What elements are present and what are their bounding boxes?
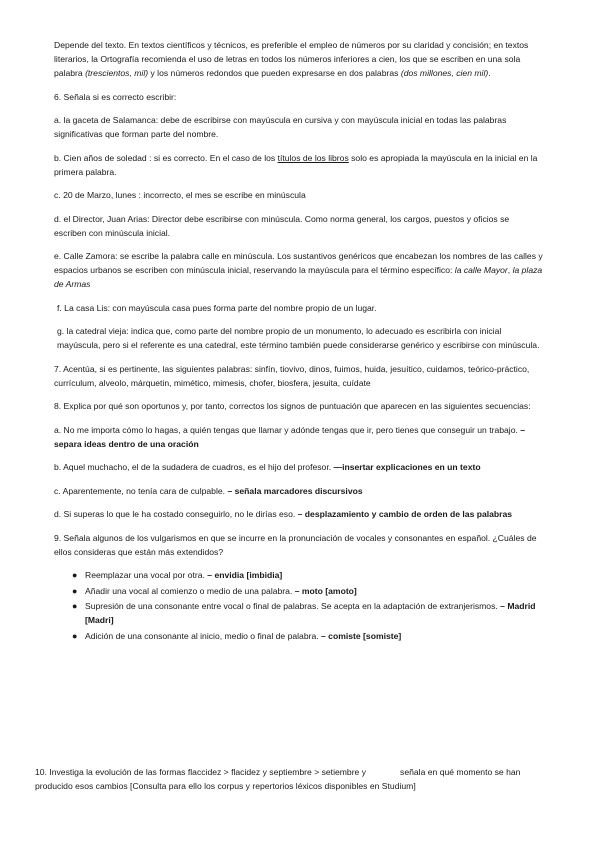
q9-item-text: Añadir una vocal al comienzo o medio de una palabra. bbox=[85, 585, 295, 596]
q9-bullet-list bbox=[54, 568, 544, 643]
question-10 bbox=[35, 765, 545, 793]
intro-italic-2: (dos millones, cien mil) bbox=[400, 68, 489, 78]
list-item bbox=[72, 599, 544, 627]
q8-a-text: a. No me importa cómo lo hagas, a quién tengas que llamar y adónde tengas que ir, pero tienes que conseguir un trabajo. bbox=[54, 424, 521, 435]
q6-answer-a: a. la gaceta de Salamanca: debe de escribirse con mayúscula en cursiva y con mayúscula inicial en todas las palabras significativas que forman parte del nombre. bbox=[54, 115, 507, 139]
q8-b-text: b. Aquel muchacho, el de la sudadera de cuadros, es el hijo del profesor. bbox=[54, 462, 334, 472]
q8-c-answer: – señala marcadores discursivos bbox=[227, 485, 363, 496]
question-6-title: 6. Señala si es correcto escribir: bbox=[54, 91, 177, 102]
q6-e-italic-1: la calle Mayor bbox=[454, 265, 508, 275]
list-item bbox=[72, 584, 544, 598]
intro-text-1: Depende del texto. En textos científicos y técnicos, es preferible el empleo de números por su claridad y concisión; en textos literarios, la Ortografía recomienda el uso de letras en todos los números inferiores a cien, los que se escriben en una sola palabra bbox=[54, 40, 529, 78]
q9-item-text: Supresión de una consonante entre vocal o final de palabras. Se acepta en la adaptación de extranjerismos. bbox=[85, 601, 501, 611]
q8-item-a bbox=[54, 423, 544, 451]
q6-b-text-1: b. Cien años de soledad : si es correcto. En el caso de los bbox=[54, 152, 278, 163]
intro-text-3: . bbox=[488, 68, 491, 78]
list-item bbox=[72, 629, 544, 643]
q6-answer-f: f. La casa Lis: con mayúscula casa pues forma parte del nombre propio de un lugar. bbox=[57, 302, 377, 313]
q6-e-sep: , bbox=[507, 265, 513, 275]
list-item bbox=[72, 568, 544, 582]
q6-answer-g: g. la catedral vieja: indica que, como parte del nombre propio de un monumento, lo adecuado es escribirla con inicial mayúscula, pero si el referente es una catedral, este término también puede considerarse genérico y escribirse con minúscula. bbox=[57, 326, 540, 350]
q10-text-2: señala en qué momento se han producido esos cambios [Consulta para ello los corpus y repertorios léxicos disponibles en Studium] bbox=[35, 767, 521, 791]
q9-item-answer: – moto [amoto] bbox=[294, 585, 357, 596]
q6-e-italic-2: la plaza de Armas bbox=[54, 265, 543, 289]
intro-italic-1: (trescientos, mil) bbox=[85, 68, 149, 78]
bullet-icon: ● bbox=[72, 630, 78, 641]
question-9-title: 9. Señala algunos de los vulgarismos en que se incurre en la pronunciación de vocales y consonantes en español. ¿Cuáles de ellos consideras que están más extendidos? bbox=[54, 532, 537, 557]
intro-paragraph bbox=[54, 38, 544, 80]
q6-e-text-1: e. Calle Zamora: se escribe la palabra calle en minúscula. Los sustantivos genéricos que encabezan los nombres de las calles y espacios urbanos se escriben con minúscula inicial, reservando la mayúscula para el término específico: bbox=[54, 251, 543, 275]
q8-a-answer: – separa ideas dentro de una oración bbox=[54, 424, 526, 449]
q8-c-text: c. Aparentemente, no tenía cara de culpable. bbox=[54, 485, 228, 496]
question-7: 7. Acentúa, si es pertinente, las siguientes palabras: sinfín, tiovivo, dinos, fuimos, huida, jesuítico, cuidamos, teórico-práctico, currículum, alveolo, márquetin, mimético, mimesis, chofer, biosfera, jesuita, cuídate bbox=[54, 363, 530, 388]
q9-item-answer: – Madrid [Madri] bbox=[85, 601, 536, 625]
q8-d-answer: – desplazamiento y cambio de orden de las palabras bbox=[297, 509, 513, 519]
q8-d-text: d. Si superas lo que le ha costado conseguirlo, no le dirías eso. bbox=[54, 509, 298, 519]
bullet-icon: ● bbox=[72, 570, 78, 580]
q6-answer-b bbox=[54, 151, 544, 179]
bullet-icon: ● bbox=[72, 585, 78, 596]
q10-text-1: 10. Investiga la evolución de las formas flaccidez > flacidez y septiembre > setiembre y bbox=[35, 767, 367, 777]
question-8-title: 8. Explica por qué son oportunos y, por tanto, correctos los signos de puntuación que aparecen en las siguientes secuencias: bbox=[54, 401, 531, 411]
q9-item-answer: – comiste [somiste] bbox=[321, 630, 402, 641]
intro-text-2: y los números redondos que pueden expresarse en dos palabras bbox=[148, 68, 401, 78]
document-page bbox=[54, 38, 544, 653]
q9-item-text: Adición de una consonante al inicio, medio o final de palabra. bbox=[85, 630, 322, 641]
q8-item-c bbox=[54, 484, 544, 498]
q6-answer-e bbox=[54, 249, 544, 291]
bullet-icon: ● bbox=[72, 601, 78, 611]
q8-item-b bbox=[54, 460, 544, 474]
q6-answer-c: c. 20 de Marzo, lunes : incorrecto, el mes se escribe en minúscula bbox=[54, 190, 306, 200]
q8-b-answer: —insertar explicaciones en un texto bbox=[333, 462, 481, 472]
q9-item-answer: – envidia [imbidia] bbox=[207, 570, 283, 580]
q6-b-text-2: solo es apropiada la mayúscula en la inicial en la primera palabra. bbox=[54, 152, 538, 177]
q8-item-d bbox=[54, 507, 544, 521]
q6-b-link[interactable]: títulos de los libros bbox=[277, 152, 349, 163]
q9-item-text: Reemplazar una vocal por otra. bbox=[85, 570, 208, 580]
q6-answer-d: d. el Director, Juan Arias: Director debe escribirse con minúscula. Como norma general, los cargos, puestos y oficios se escriben con minúscula inicial. bbox=[54, 213, 510, 238]
